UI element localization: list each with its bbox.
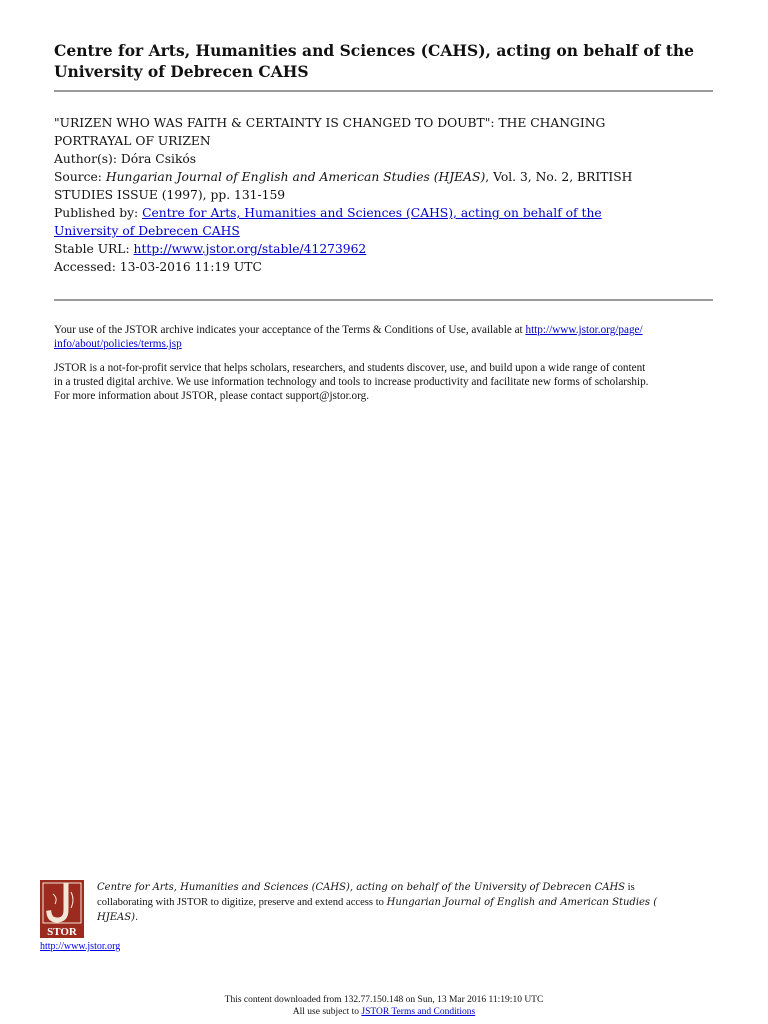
collaboration-notice <box>97 880 717 925</box>
about-paragraph <box>54 361 714 403</box>
terms-link-2[interactable]: info/about/policies/terms.jsp <box>54 338 182 350</box>
terms-link[interactable]: http://www.jstor.org/page/ <box>525 324 643 336</box>
footer-text: All use subject to <box>292 1007 362 1017</box>
source-journal: Hungarian Journal of English and American Studies (HJEAS) <box>105 170 486 184</box>
jstor-logo-text: STOR <box>47 926 77 938</box>
top-divider <box>54 90 713 92</box>
accessed-line: Accessed: 13-03-2016 11:19 UTC <box>54 260 262 274</box>
stable-url-link[interactable]: http://www.jstor.org/stable/41273962 <box>133 242 367 256</box>
collab-text: collaborating with JSTOR to digitize, preserve and extend access to <box>97 897 387 908</box>
publisher-title: Centre for Arts, Humanities and Sciences (CAHS), acting on behalf of the University of Debrecen CAHS <box>54 41 695 81</box>
source-label: Source: <box>54 170 106 184</box>
collab-journal: Hungarian Journal of English and American Studies ( <box>386 897 658 908</box>
terms-footer-line <box>0 1006 768 1018</box>
footer-terms-link[interactable]: JSTOR Terms and Conditions <box>361 1007 476 1017</box>
source-details: , Vol. 3, No. 2, BRITISH <box>485 170 633 184</box>
source-line-2: STUDIES ISSUE (1997), pp. 131-159 <box>54 188 286 202</box>
source-line <box>54 168 714 186</box>
bottom-divider <box>54 299 713 301</box>
article-title-line-1: "URIZEN WHO WAS FAITH & CERTAINTY IS CHANGED TO DOUBT": THE CHANGING <box>54 116 606 130</box>
article-metadata <box>54 114 714 276</box>
collab-journal-2: HJEAS). <box>97 912 139 923</box>
publisher-link-2[interactable]: University of Debrecen CAHS <box>54 224 240 238</box>
terms-notice <box>54 323 714 413</box>
about-line-1: JSTOR is a not-for-profit service that helps scholars, researchers, and students discover, use, and build upon a wide range of content <box>54 362 646 374</box>
author-line <box>54 150 714 168</box>
article-title-line-2: PORTRAYAL OF URIZEN <box>54 134 211 148</box>
about-line-2: in a trusted digital archive. We use information technology and tools to increase productivity and facilitate new forms of scholarship. <box>54 376 649 388</box>
author-label: Author(s): <box>54 152 121 166</box>
stable-url-label: Stable URL: <box>54 242 134 256</box>
collab-publisher: Centre for Arts, Humanities and Sciences (CAHS), acting on behalf of the University of Debrecen CAHS <box>97 882 626 893</box>
about-line-3: For more information about JSTOR, please contact support@jstor.org. <box>54 390 370 402</box>
terms-text: Your use of the JSTOR archive indicates your acceptance of the Terms & Conditions of Use, available at <box>54 324 526 336</box>
download-footer <box>0 994 768 1018</box>
terms-paragraph <box>54 323 714 351</box>
published-by-line-2 <box>54 222 714 240</box>
jstor-logo-graphic <box>40 880 84 938</box>
author-name: Dóra Csikós <box>120 152 197 166</box>
published-by-line <box>54 204 714 222</box>
jstor-logo <box>40 880 84 938</box>
download-info: This content downloaded from 132.77.150.148 on Sun, 13 Mar 2016 11:19:10 UTC <box>224 995 544 1005</box>
publisher-link[interactable]: Centre for Arts, Humanities and Sciences (CAHS), acting on behalf of the <box>142 206 602 220</box>
jstor-home-link[interactable]: http://www.jstor.org <box>40 941 121 952</box>
stable-url-line <box>54 240 714 258</box>
published-label: Published by: <box>54 206 143 220</box>
collab-is: is <box>625 882 635 893</box>
